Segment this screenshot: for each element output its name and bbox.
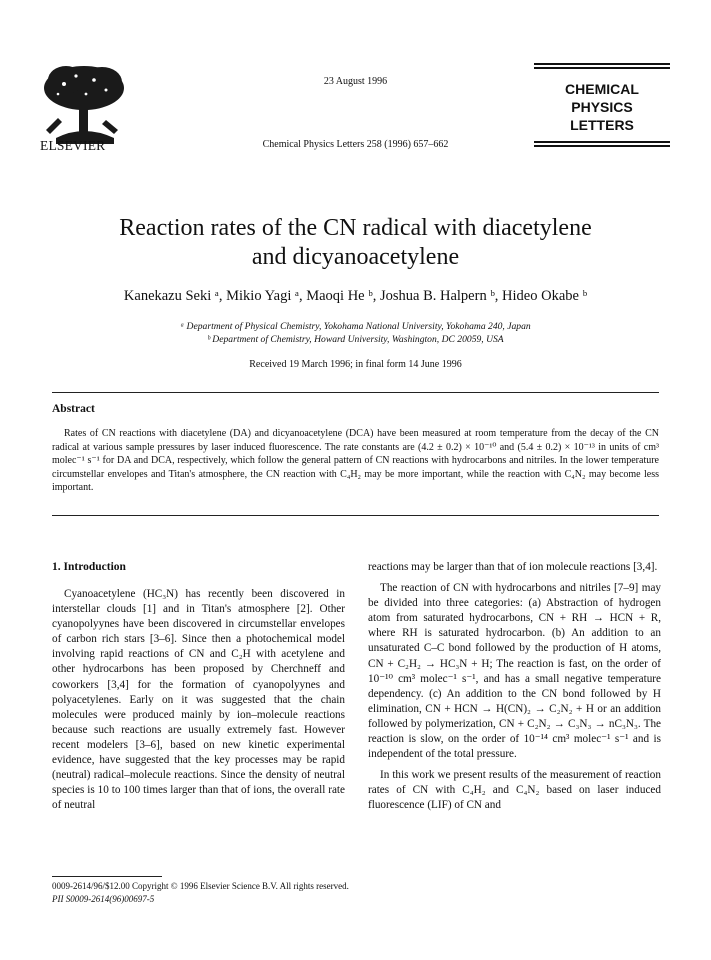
journal-citation: Chemical Physics Letters 258 (1996) 657–662 [262,139,449,150]
intro-paragraph-1-cont: reactions may be larger than that of ion molecule reactions [3,4]. [368,561,658,573]
right-column [368,560,661,820]
abstract-heading: Abstract [52,403,95,415]
affiliation-b: ᵇ Department of Chemistry, Howard University, Washington, DC 20059, USA [207,334,504,345]
publisher-name: ELSEVIER [40,138,106,153]
affiliation-a: ᵃ Department of Physical Chemistry, Yokohama National University, Yokohama 240, Japan [180,321,531,332]
intro-paragraph-1: Cyanoacetylene (HC₃N) has recently been discovered in interstellar clouds [1] and in Titan's atmosphere [2]. Other cyanopolyynes have been discovered in circumstellar envelopes of carbon rich stars [3–6]. Since then a photochemical model involving rapid reactions of CN and C₂H with acetylene and other hydrocarbons has been proposed by Cherchneff and coworkers [3,4] for the formation of cyanopolyynes and polyacetylenes. Early on it was suggested that the chain molecules were produced mainly by ion–molecule reactions because such reactions are usually extremely fast. However recent modelers [3–6], based on new kinetic experimental evidence, have suggested that the key processes may be rapid (neutral) radical–molecule reactions. Since the density of neutral species is 10 to 100 times larger than that of ions, the overall rate of neutral [52,588,345,812]
footer-rule [52,876,162,877]
abstract-text: Rates of CN reactions with diacetylene (DA) and dicyanoacetylene (DCA) have been measured at room temperature from the decay of the CN radical at various sample pressures by laser induced fluorescence. The rate constants are (4.2 ± 0.2) × 10⁻¹⁰ and (5.4 ± 0.2) × 10⁻¹³ in units of cm³ molec⁻¹ s⁻¹ for DA and DCA, respectively, which follow the general pattern of CN reactions with hydrocarbons and nitriles. In the lower temperature circumstellar envelopes and Titan's atmosphere, the CN reaction with C₄H₂ may be more important, while the reaction with C₄N₂ may become less important. [52,428,659,494]
elsevier-tree-logo [36,60,131,146]
pii-line: PII S0009-2614(96)00697-5 [52,894,155,904]
journal-line-2: PHYSICS [571,99,633,115]
intro-paragraph-3: In this work we present results of the measurement of reaction rates of CN with C₄H₂ and C₄N₂ based on laser induced fluorescence (LIF) of CN and [368,769,661,812]
copyright-line: 0009-2614/96/$12.00 Copyright © 1996 Elsevier Science B.V. All rights reserved. [52,881,349,891]
title-line-2: and dicyanoacetylene [251,244,460,270]
intro-paragraph-2: The reaction of CN with hydrocarbons and nitriles [7–9] may be divided into three categories: (a) Abstraction of hydrogen atom from saturated hydrocarbons, CN + RH → HCN + R, where RH is saturated hydrocarbon. (b) An addition to an unsaturated C–C bond followed by the production of H atoms, CN + C₂H₂ → HC₃N + H; The reaction is fast, on the order of 10⁻¹⁰ cm³ molec⁻¹ s⁻¹, and has a small negative temperature dependency. (c) An addition to the CN bond followed by H elimination, CN + HCN → H(CN)₂ → C₂N₂ + H or an addition followed by polymerization, CN + C₂N₂ → C₃N₃ → nC₃N₃. The reaction is slow, on the order of 10⁻¹⁴ cm³ molec⁻¹ s⁻¹ and is independent of the total pressure. [368,582,661,761]
title-line-1: Reaction rates of the CN radical with diacetylene [119,215,592,241]
abstract-bottom-rule [52,515,659,516]
footer [52,880,349,906]
author-list: Kanekazu Seki ᵃ, Mikio Yagi ᵃ, Maoqi He ᵇ, Joshua B. Halpern ᵇ, Hideo Okabe ᵇ [123,288,588,304]
journal-masthead [534,63,670,147]
abstract-top-rule [52,392,659,393]
journal-line-1: CHEMICAL [565,81,639,97]
left-column [52,560,345,819]
journal-line-3: LETTERS [570,117,634,133]
received-dates: Received 19 March 1996; in final form 14 June 1996 [249,359,462,370]
affiliations [0,320,711,346]
section-heading: 1. Introduction [52,561,126,573]
issue-date: 23 August 1996 [323,76,388,87]
article-title [0,214,711,272]
